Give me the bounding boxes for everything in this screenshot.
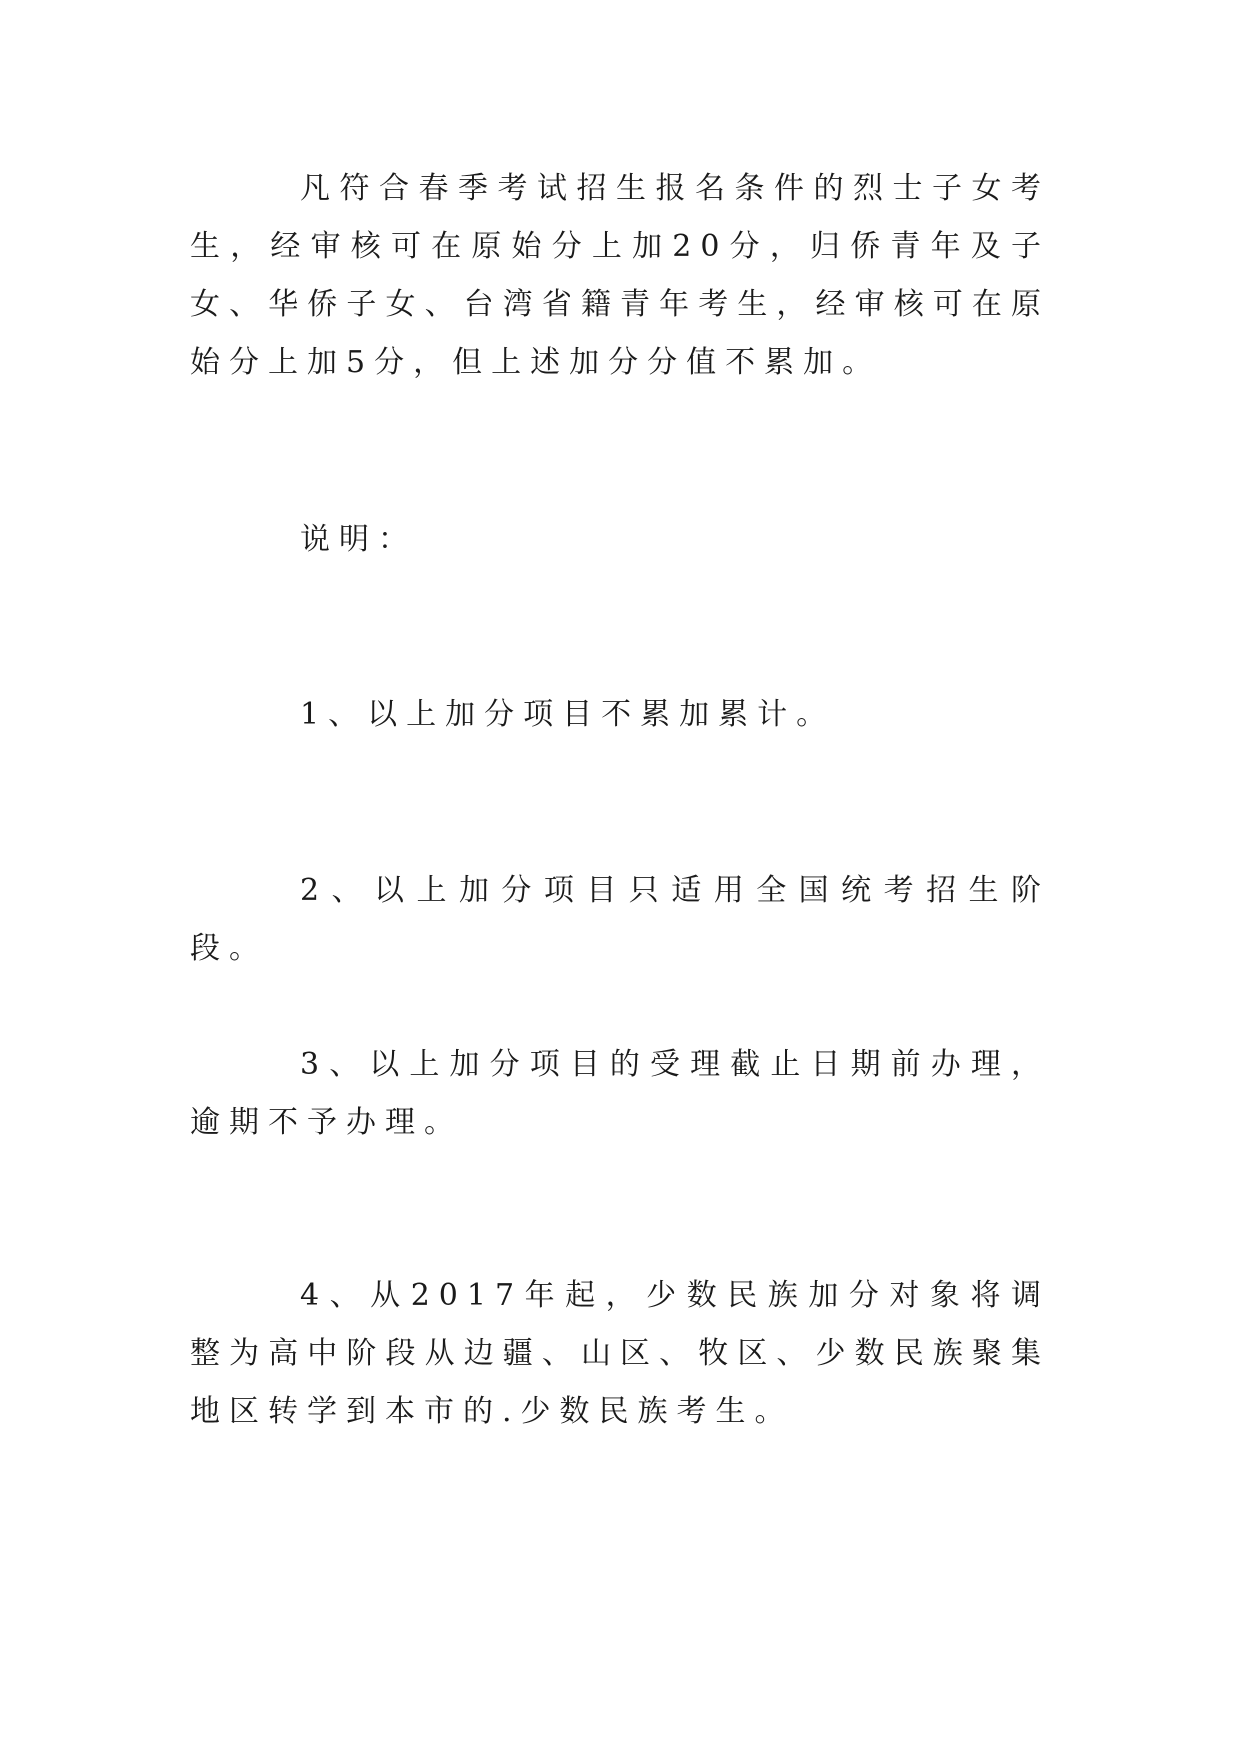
paragraph-note-3: 3、以上加分项目的受理截止日期前办理，逾期不予办理。 — [190, 1047, 1050, 1140]
paragraph-notes-heading: 说明： — [300, 522, 417, 557]
paragraph-bonus-points: 凡符合春季考试招生报名条件的烈士子女考生，经审核可在原始分上加20分，归侨青年及子女、华侨子女、台湾省籍青年考生，经审核可在原始分上加5分，但上述加分分值不累加。 — [190, 171, 1050, 380]
paragraph-note-1: 1、以上加分项目不累加累计。 — [300, 697, 836, 732]
paragraph-note-4: 4、从2017年起，少数民族加分对象将调整为高中阶段从边疆、山区、牧区、少数民族聚集地区转学到本市的.少数民族考生。 — [190, 1278, 1050, 1429]
paragraph-note-2: 2、以上加分项目只适用全国统考招生阶段。 — [190, 873, 1050, 966]
